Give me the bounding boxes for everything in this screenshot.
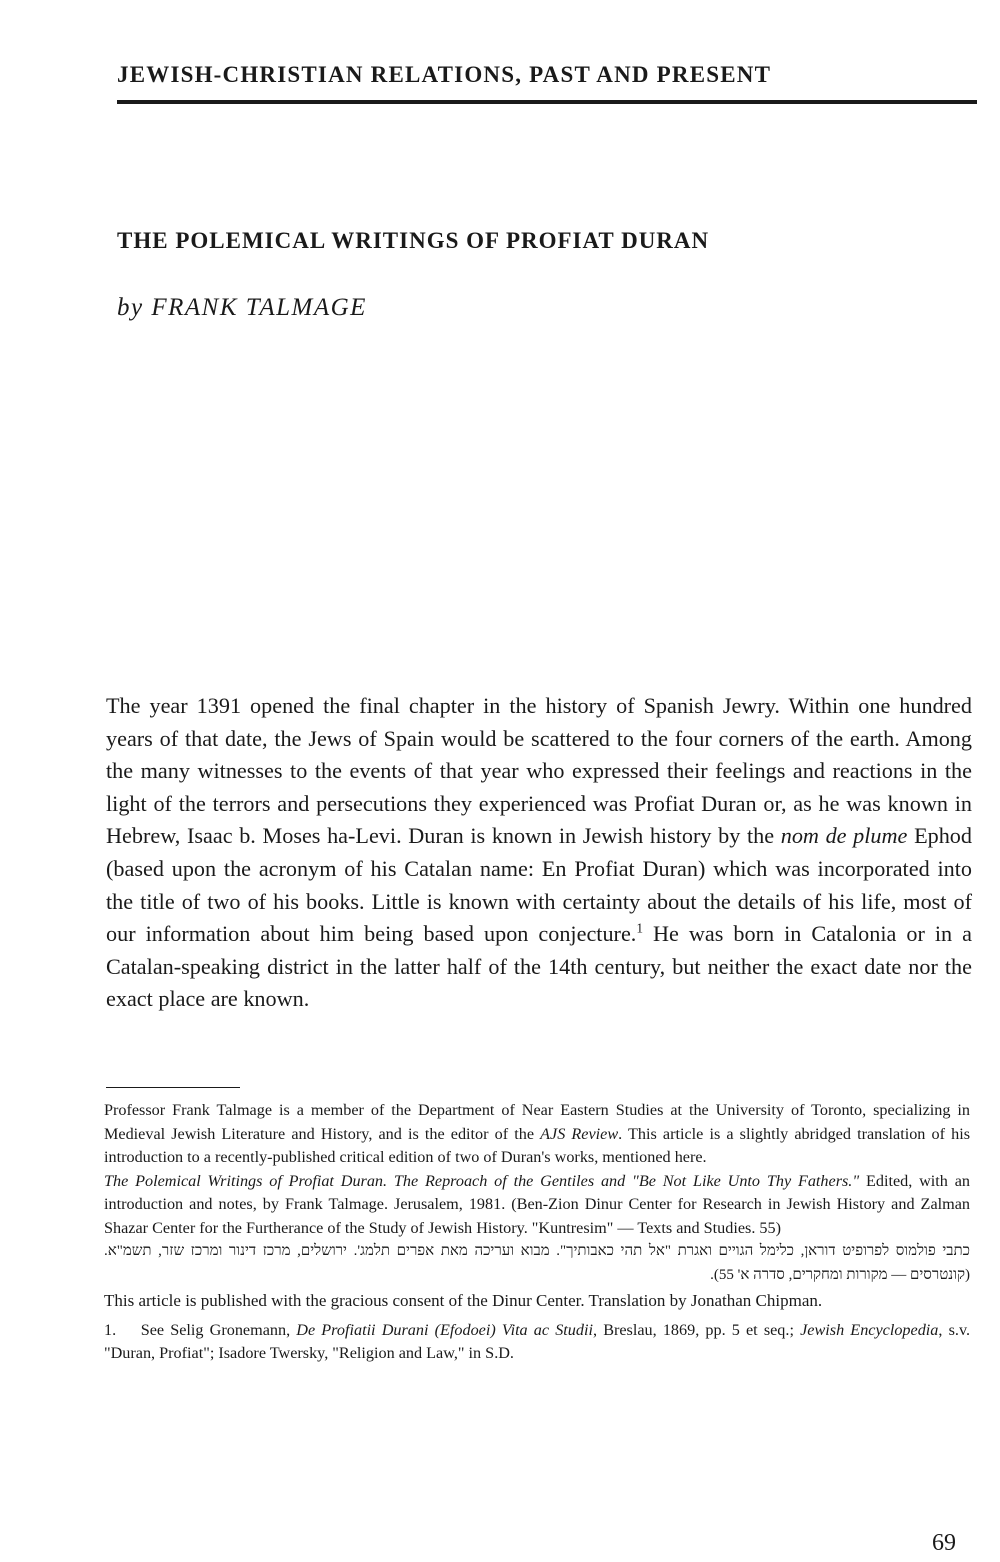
body-paragraph <box>106 690 972 1016</box>
journal-name: AJS Review <box>540 1124 619 1143</box>
body-text-part-2: Ephod (based upon the acronym of his Catalan name: En Profiat Duran) which was incorporated into the title of two of his books. Little is known with certainty about the details of his life, most of our information about him being based upon conjecture. <box>106 823 972 947</box>
book-note <box>104 1170 970 1241</box>
book-note-text: Edited, with an introduction and notes, by Frank Talmage. Jerusalem, 1981. (Ben-Zion Dinur Center for Research in Jewish History and Zalman Shazar Center for the Furtherance of the Study of Jewish History. "Kuntresim" — Texts and Studies. 55) <box>104 1171 970 1237</box>
author-name: FRANK TALMAGE <box>151 294 367 321</box>
footnote-1-text-3: , s.v. "Duran, Profiat"; Isadore Twersky, "Religion and Law," in S.D. <box>104 1320 971 1362</box>
footnote-1-work-2: Jewish Encyclopedia <box>800 1320 939 1339</box>
footnotes <box>104 1099 970 1366</box>
footnote-1 <box>104 1319 970 1366</box>
page-number: 69 <box>932 1530 956 1556</box>
article-body <box>106 690 972 1016</box>
footnote-number: 1. <box>104 1320 117 1339</box>
body-text-part-1: The year 1391 opened the final chapter in the history of Spanish Jewry. Within one hundred years of that date, the Jews of Spain would be scattered to the four corners of the earth. Among the many witnesses to the events of that year who expressed their feelings and reactions in the light of the terrors and persecutions they experienced was Profiat Duran or, as he was known in Hebrew, Isaac b. Moses ha-Levi. Duran is known in Jewish history by the <box>106 693 972 849</box>
body-emphasis: nom de plume <box>780 823 908 849</box>
footnote-reference: 1 <box>636 920 643 936</box>
consent-note: This article is published with the gracious consent of the Dinur Center. Translation by Jonathan Chipman. <box>104 1291 823 1310</box>
author-note-text-2: . This article is a slightly abridged translation of his introduction to a recently-published critical edition of two of Duran's works, mentioned here. <box>104 1124 970 1166</box>
body-text-part-3: He was born in Catalonia or in a Catalan-speaking district in the latter half of the 14th century, but neither the exact date nor the exact place are known. <box>106 921 973 1012</box>
footnote-1-text-2: , Breslau, 1869, pp. 5 et seq.; <box>593 1320 794 1339</box>
header-rule <box>117 100 977 104</box>
footnote-1-work-1: De Profiatii Durani (Efodoei) Vita ac Studii <box>296 1320 593 1339</box>
running-head: JEWISH-CHRISTIAN RELATIONS, PAST AND PRESENT <box>117 62 772 87</box>
author-note <box>104 1099 970 1170</box>
hebrew-note: כתבי פולמוס לפרופיט דוראן, כלימל הגויים ואגרת "אל תהי כאבותיך". מבוא ועריכה מאת אפרים תלמג'. ירושלים, מרכז דינור ומרכז שזר, תשמ"א. (קונטרסים — מקורות ומחקרים, סדרה א' 55). <box>104 1243 970 1283</box>
book-title: The Polemical Writings of Profiat Duran. The Reproach of the Gentiles and "Be Not Like Unto Thy Fathers." <box>104 1171 860 1190</box>
author-note-text: Professor Frank Talmage is a member of the Department of Near Eastern Studies at the University of Toronto, specializing in Medieval Jewish Literature and History, and is the editor of the <box>104 1101 970 1143</box>
article-title: THE POLEMICAL WRITINGS OF PROFIAT DURAN <box>117 228 710 253</box>
byline <box>117 294 367 322</box>
footnote-rule <box>106 1087 240 1088</box>
byline-prefix: by <box>117 294 144 321</box>
footnote-1-text: See Selig Gronemann, <box>140 1320 291 1339</box>
